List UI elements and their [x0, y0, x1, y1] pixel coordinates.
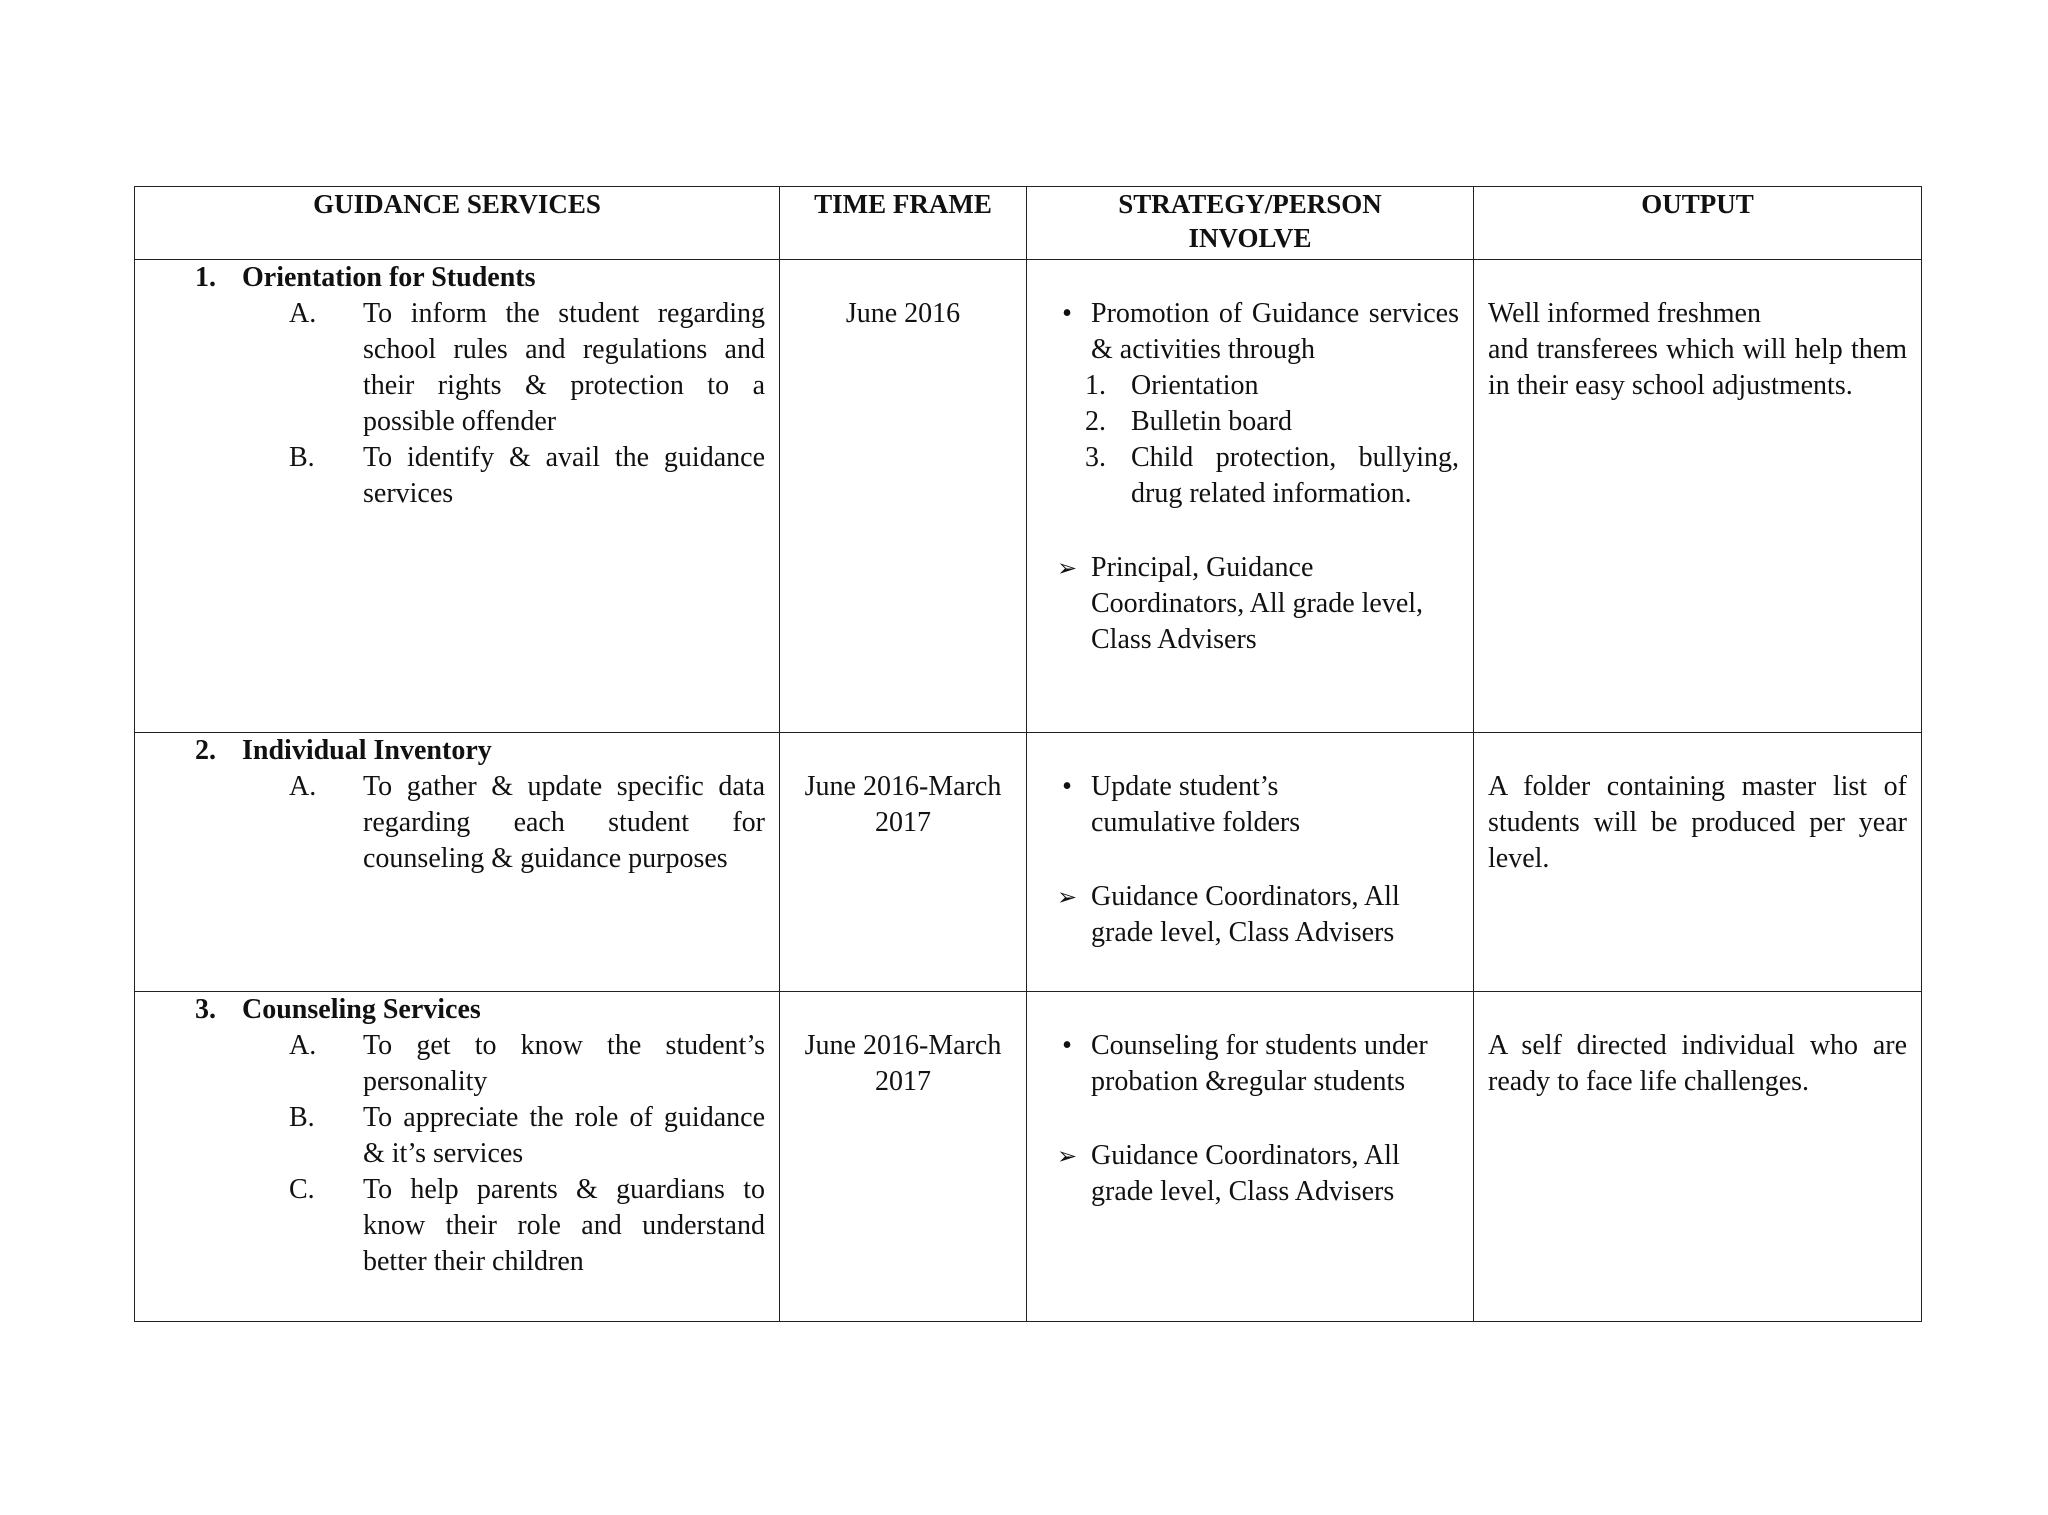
table-row [135, 260, 1922, 733]
table-row [135, 733, 1922, 992]
time-frame-cell: June 2016-March 2017 [780, 733, 1027, 992]
objective-item: A. To get to know the student’s personality [289, 1030, 765, 1097]
service-title: 3. Counseling Services [195, 994, 481, 1025]
strategy-cell [1027, 992, 1474, 1322]
bullet-icon: • [1062, 1030, 1072, 1061]
services-cell [135, 260, 780, 733]
arrow-bullet-icon: ➢ [1056, 554, 1078, 582]
output-text: Well informed freshmen and transferees which will help them in their easy school adjustments. [1488, 298, 1907, 401]
arrow-bullet-icon: ➢ [1056, 883, 1078, 911]
objective-item: B. To appreciate the role of guidance & it’s services [289, 1102, 765, 1169]
header-guidance-services: GUIDANCE SERVICES [135, 187, 780, 260]
strategy-cell [1027, 260, 1474, 733]
bullet-icon: • [1062, 298, 1072, 329]
table-row [135, 992, 1922, 1322]
output-cell [1474, 733, 1922, 992]
objective-item: A. To inform the student regarding school rules and regulations and their rights & protection to a possible offender [289, 298, 765, 437]
output-text: A folder containing master list of students will be produced per year level. [1488, 771, 1907, 874]
bullet-icon: • [1062, 771, 1072, 802]
service-title: 2. Individual Inventory [195, 735, 492, 766]
time-frame-cell: June 2016 [780, 260, 1027, 733]
guidance-plan-table [134, 186, 1922, 1322]
table-header-row [135, 187, 1922, 260]
time-frame-cell: June 2016-March 2017 [780, 992, 1027, 1322]
strategy-bullet: • Promotion of Guidance services & activities through [1085, 296, 1459, 368]
guidance-plan-page [134, 186, 1921, 1327]
list-item: 3. Child protection, bullying, drug related information. [1085, 442, 1459, 509]
output-cell [1474, 260, 1922, 733]
header-time-frame: TIME FRAME [780, 187, 1027, 260]
list-item: 1. Orientation [1085, 370, 1259, 401]
strategy-sublist [1085, 368, 1459, 512]
persons-involved: ➢ Principal, Guidance Coordinators, All grade level, Class Advisers [1085, 550, 1459, 658]
strategy-cell [1027, 733, 1474, 992]
persons-involved: ➢ Guidance Coordinators, All grade level, Class Advisers [1085, 1138, 1459, 1210]
objective-item: A. To gather & update specific data regarding each student for counseling & guidance purposes [289, 771, 765, 874]
output-text: A self directed individual who are ready to face life challenges. [1488, 1030, 1907, 1097]
list-item: 2. Bulletin board [1085, 406, 1292, 437]
output-cell [1474, 992, 1922, 1322]
objective-item: C. To help parents & guardians to know their role and understand better their children [289, 1174, 765, 1277]
services-cell [135, 992, 780, 1322]
arrow-bullet-icon: ➢ [1056, 1142, 1078, 1170]
services-cell [135, 733, 780, 992]
strategy-bullet: • Counseling for students under probation &regular students [1085, 1028, 1459, 1100]
objective-item: B. To identify & avail the guidance services [289, 442, 765, 509]
header-strategy: STRATEGY/PERSON INVOLVE [1027, 187, 1474, 260]
header-output: OUTPUT [1474, 187, 1922, 260]
strategy-bullet: • Update student’s cumulative folders [1085, 769, 1459, 841]
persons-involved: ➢ Guidance Coordinators, All grade level, Class Advisers [1085, 879, 1459, 951]
service-title: 1. Orientation for Students [195, 262, 536, 293]
